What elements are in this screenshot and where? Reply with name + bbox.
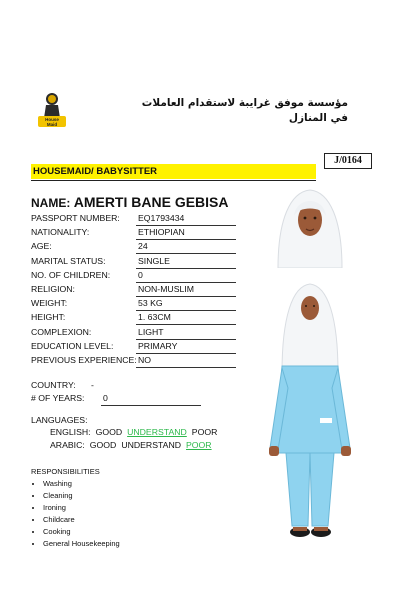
language-level: POOR: [191, 427, 218, 437]
detail-value: EQ1793434: [136, 211, 236, 226]
responsibilities-title: RESPONSIBILITIES: [31, 467, 100, 476]
detail-label: PASSPORT NUMBER:: [31, 213, 120, 223]
agency-name-line2: في المنازل: [288, 112, 348, 124]
detail-value: NON-MUSLIM: [136, 282, 236, 297]
country-label: COUNTRY:: [31, 380, 76, 390]
reference-number: J/0164: [324, 153, 372, 169]
position-title: HOUSEMAID/ BABYSITTER: [31, 164, 316, 179]
years-label: # OF YEARS:: [31, 393, 85, 403]
country-value: -: [91, 380, 94, 390]
svg-text:Maid: Maid: [46, 122, 58, 127]
agency-name: [142, 96, 348, 126]
responsibilities-list: [31, 478, 120, 550]
languages-title: LANGUAGES:: [31, 415, 88, 425]
detail-label: COMPLEXION:: [31, 326, 92, 337]
detail-value: 1. 63CM: [136, 310, 236, 325]
language-level: GOOD: [89, 440, 117, 450]
responsibility-item: • General Housekeeping: [43, 538, 120, 550]
agency-logo: [34, 90, 70, 130]
svg-text:House: House: [45, 117, 59, 122]
agency-name-line1: مؤسسة موفق غرايبة لاستقدام العاملات: [141, 97, 348, 109]
responsibility-item: • Cleaning: [43, 490, 120, 502]
detail-value: 0: [136, 268, 236, 283]
detail-value: NO: [136, 353, 236, 368]
years-value: 0: [101, 391, 201, 406]
detail-value: ETHIOPIAN: [136, 225, 236, 240]
detail-value: PRIMARY: [136, 339, 236, 354]
detail-label: RELIGION:: [31, 284, 75, 294]
detail-label: AGE:: [31, 241, 52, 252]
detail-label: WEIGHT:: [31, 298, 68, 309]
candidate-name: AMERTI BANE GEBISA: [73, 194, 229, 210]
name-label: NAME:: [31, 196, 71, 210]
language-name: ENGLISH:: [50, 427, 91, 437]
language-level: UNDERSTAND: [121, 440, 181, 450]
full-body-photo: [260, 278, 360, 546]
detail-value: 53 KG: [136, 296, 236, 311]
portrait-photo: [270, 180, 350, 268]
responsibility-item: • Childcare: [43, 514, 120, 526]
responsibility-item: • Washing: [43, 478, 120, 490]
language-level: GOOD: [95, 427, 123, 437]
detail-label: MARITAL STATUS:: [31, 255, 106, 266]
language-row: [50, 439, 212, 452]
language-name: ARABIC:: [50, 440, 85, 450]
detail-label: PREVIOUS EXPERIENCE:: [31, 355, 137, 365]
language-level: UNDERSTAND: [127, 427, 187, 437]
detail-label: NO. OF CHILDREN:: [31, 269, 111, 280]
responsibility-item: • Cooking: [43, 526, 120, 538]
detail-value: 24: [136, 239, 236, 254]
responsibility-item: • Ironing: [43, 502, 120, 514]
detail-value: LIGHT: [136, 325, 236, 340]
candidate-name-row: [31, 194, 229, 210]
detail-label: NATIONALITY:: [31, 227, 90, 238]
detail-value: SINGLE: [136, 254, 236, 269]
language-row: [50, 426, 217, 439]
detail-label: EDUCATION LEVEL:: [31, 340, 114, 351]
detail-label: HEIGHT:: [31, 312, 66, 323]
language-level: POOR: [186, 440, 212, 450]
